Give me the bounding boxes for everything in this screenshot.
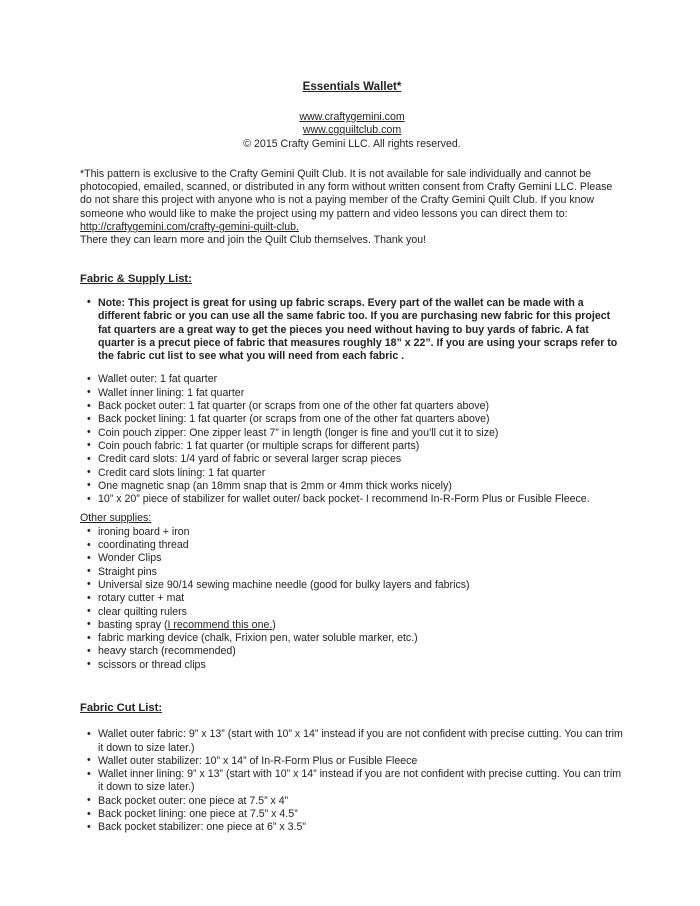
basting-spray-prefix: basting spray ( — [98, 618, 168, 631]
copyright-text: © 2015 Crafty Gemini LLC. All rights reserved. — [243, 137, 461, 150]
fabric-supply-list — [80, 373, 624, 506]
basting-spray-suffix: ) — [272, 618, 276, 631]
fabric-supply-heading: Fabric & Supply List: — [80, 272, 192, 285]
fabric-cut-item: • Back pocket lining: one piece at 7.5” x 4.5” — [86, 808, 624, 821]
fabric-cut-item: • Wallet outer fabric: 9” x 13” (start with 10” x 14” instead if you are not confident with precise cutting. You can trim it down to size later.) — [86, 728, 624, 755]
fabric-supply-item: • Wallet inner lining: 1 fat quarter — [86, 387, 624, 400]
fabric-supply-item: • Back pocket lining: 1 fat quarter (or scraps from one of the other fat quarters above) — [86, 413, 624, 426]
exclusivity-text: *This pattern is exclusive to the Crafty Gemini Quilt Club. It is not available for sale individually and cannot be photocopied, emailed, scanned, or distributed in any form without written consent from Crafty Gemini LLC. Please do not share this project with anyone who is not a paying member of the Crafty Gemini Quilt Club. If you know someone who would like to make the project using my pattern and video lessons you can direct them to: — [80, 167, 613, 220]
note-item: • Note: This project is great for using up fabric scraps. Every part of the wallet can be made with a different fabric or you can use all the same fabric too. If you are purchasing new fabric for this project fat quarters are a great way to get the pieces you need without having to buy yards of fabric. A fat quarter is a precut piece of fabric that measures roughly 18” x 22”. If you are using your scraps refer to the fabric cut list to see what you will need from each fabric . — [86, 297, 624, 363]
fabric-cut-item: • Back pocket stabilizer: one piece at 6” x 3.5” — [86, 821, 624, 834]
fabric-supply-item: • Coin pouch zipper: One zipper least 7” in length (longer is fine and you’ll cut it to size) — [86, 427, 624, 440]
other-supplies-list-top — [80, 526, 624, 619]
other-supply-item: • ironing board + iron — [86, 526, 624, 539]
header-links-block — [80, 111, 624, 151]
basting-spray-link[interactable]: I recommend this one. — [167, 618, 273, 631]
cgquiltclub-url-link[interactable]: www.cgquiltclub.com — [302, 124, 402, 137]
other-supply-item: • scissors or thread clips — [86, 659, 624, 672]
fabric-supply-item: • Coin pouch fabric: 1 fat quarter (or multiple scraps for different parts) — [86, 440, 624, 453]
fabric-supply-item: • Wallet outer: 1 fat quarter — [86, 373, 624, 386]
other-supplies-list-basting — [80, 619, 624, 632]
exclusivity-closing-text: There they can learn more and join the Quilt Club themselves. Thank you! — [80, 234, 427, 247]
other-supply-item: • fabric marking device (chalk, Frixion pen, water soluble marker, etc.) — [86, 632, 624, 645]
fabric-supply-item: • Credit card slots: 1/4 yard of fabric or several larger scrap pieces — [86, 453, 624, 466]
fabric-supply-item: • 10” x 20” piece of stabilizer for wallet outer/ back pocket- I recommend In-R-Form Plus or Fusible Fleece. — [86, 493, 624, 506]
fabric-supply-item: • One magnetic snap (an 18mm snap that is 2mm or 4mm thick works nicely) — [86, 480, 624, 493]
other-supply-item: • coordinating thread — [86, 539, 624, 552]
fabric-cut-list — [80, 728, 624, 834]
basting-spray-item — [86, 619, 624, 632]
fabric-cut-item: • Back pocket outer: one piece at 7.5” x 4” — [86, 795, 624, 808]
other-supply-item: • clear quilting rulers — [86, 606, 624, 619]
fabric-cut-heading: Fabric Cut List: — [80, 701, 163, 714]
other-supply-item: • Straight pins — [86, 566, 624, 579]
fabric-supply-item: • Credit card slots lining: 1 fat quarter — [86, 467, 624, 480]
craftygemini-url-link[interactable]: www.craftygemini.com — [299, 111, 405, 123]
url-line — [80, 111, 624, 124]
fabric-supply-item: • Back pocket outer: 1 fat quarter (or scraps from one of the other fat quarters above) — [86, 400, 624, 413]
other-supplies-heading: Other supplies: — [80, 512, 152, 525]
other-supply-item: • rotary cutter + mat — [86, 592, 624, 605]
url-line — [80, 124, 624, 137]
other-supplies-list-bottom — [80, 632, 624, 672]
exclusivity-paragraph — [80, 168, 624, 248]
page-title: Essentials Wallet* — [302, 80, 402, 93]
quilt-club-link[interactable]: http://craftygemini.com/crafty-gemini-quilt-club. — [80, 221, 300, 234]
note-list — [80, 297, 624, 363]
other-supply-item: • Universal size 90/14 sewing machine needle (good for bulky layers and fabrics) — [86, 579, 624, 592]
fabric-cut-item: • Wallet outer stabilizer: 10” x 14” of In-R-Form Plus or Fusible Fleece — [86, 755, 624, 768]
other-supply-item: • Wonder Clips — [86, 552, 624, 565]
other-supply-item: • heavy starch (recommended) — [86, 645, 624, 658]
fabric-cut-item: • Wallet inner lining: 9” x 13” (start with 10” x 14” instead if you are not confident with precise cutting. You can trim it down to size later.) — [86, 768, 624, 795]
